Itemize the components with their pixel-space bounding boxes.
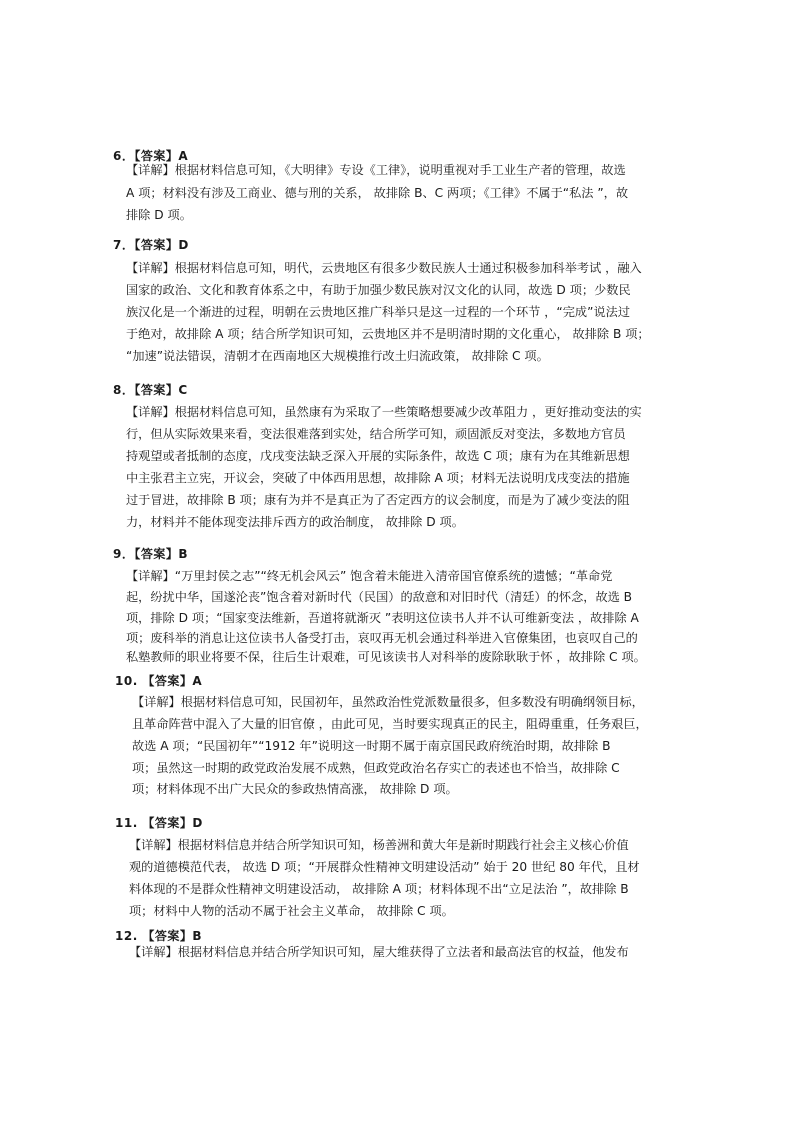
explanation-line: 项；材料体现不出广大民众的参政热情高涨， 故排除 D 项。 <box>132 782 458 796</box>
explanation-line: 过于冒进，故排除 B 项；康有为并不是真正为了否定西方的议会制度，而是为了减少变法的阻 <box>126 493 630 507</box>
answer-heading: 12. 【答案】B <box>115 929 203 943</box>
explanation-line: 【详解】根据材料信息并结合所学知识可知，杨善洲和黄大年是新时期践行社会主义核心价值 <box>129 838 629 852</box>
explanation-line: 行，但从实际效果来看，变法很难落到实处，结合所学可知，顽固派反对变法，多数地方官员 <box>126 427 626 441</box>
explanation-line: 私塾教师的职业将要不保，往后生计艰难，可见该读书人对科举的废除耿耿于怀 ，故排除 C 项。 <box>126 650 646 664</box>
explanation-line: 国家的政治、文化和教育体系之中，有助于加强少数民族对汉文化的认同，故选 D 项；少数民 <box>126 283 631 297</box>
explanation-line: 料体现的不是群众性精神文明建设活动， 故排除 A 项；材料体现不出“立足法治 ”，故排除 B <box>129 882 629 896</box>
explanation-line: 项；虽然这一时期的政党政治发展不成熟，但政党政治名存实亡的表述也不恰当，故排除 C <box>132 761 620 775</box>
explanation-line: 族汉化是一个渐进的过程，明朝在云贵地区推广科举只是这一过程的一个环节 ，“完成”说法过 <box>126 305 631 319</box>
explanation-line: 且革命阵营中混入了大量的旧官僚 ，由此可见，当时要实现真正的民主，阻碍重重，任务艰巨， <box>132 717 648 731</box>
explanation-line: 故选 A 项；“民国初年”“1912 年”说明这一时期不属于南京国民政府统治时期，故排除 B <box>132 739 611 753</box>
explanation-line: 持观望或者抵制的态度，戊戌变法缺乏深入开展的实际条件，故选 C 项；康有为在其维新思想 <box>126 449 630 463</box>
explanation-line: 排除 D 项。 <box>126 208 192 222</box>
answer-heading: 10. 【答案】A <box>115 674 203 688</box>
explanation-line: A 项；材料没有涉及工商业、德与刑的关系， 故排除 B、C 两项；《工律》不属于“私法 ”，故 <box>126 186 629 200</box>
explanation-line: 【详解】根据材料信息可知，民国初年，虽然政治性党派数量很多，但多数没有明确纲领目标， <box>132 695 644 709</box>
explanation-line: 于绝对，故排除 A 项；结合所学知识可知，云贵地区并不是明清时期的文化重心， 故排除 B 项； <box>126 327 650 341</box>
explanation-line: 【详解】根据材料信息可知，明代，云贵地区有很多少数民族人士通过积极参加科举考试 ，融入 <box>126 261 642 275</box>
answer-heading: 9．【答案】B <box>113 547 188 561</box>
explanation-line: “加速”说法错误，清朝才在西南地区大规模推行改土归流政策， 故排除 C 项。 <box>126 349 549 363</box>
answer-heading: 11. 【答案】D <box>115 816 203 830</box>
explanation-line: 【详解】“万里封侯之志”“终无机会风云” 饱含着未能进入清帝国官僚系统的遗憾；“革命党 <box>126 569 613 583</box>
explanation-line: 【详解】根据材料信息可知，虽然康有为采取了一些策略想要减少改革阻力 ，更好推动变法的实 <box>126 405 642 419</box>
explanation-line: 【详解】根据材料信息并结合所学知识可知，屋大维获得了立法者和最高法官的权益，他发布 <box>129 945 629 959</box>
explanation-line: 中主张君主立宪，开议会，突破了中体西用思想，故排除 A 项；材料无法说明戊戌变法的措施 <box>126 471 630 485</box>
explanation-line: 力，材料并不能体现变法排斥西方的政治制度， 故排除 D 项。 <box>126 515 464 529</box>
answer-heading: 7．【答案】D <box>113 238 189 252</box>
explanation-line: 项；废科举的消息让这位读书人备受打击，哀叹再无机会通过科举进入官僚集团，也哀叹自己的 <box>126 631 638 645</box>
explanation-line: 项，排除 D 项；“国家变法维新，吾道将就渐灭 ”表明这位读书人并不认可维新变法 ，故排除 A <box>126 611 639 625</box>
answer-heading: 6．【答案】A <box>113 149 189 163</box>
explanation-line: 【详解】根据材料信息可知，《大明律》专设《工律》，说明重视对手工业生产者的管理，故选 <box>126 163 626 177</box>
answer-heading: 8．【答案】C <box>113 383 188 397</box>
explanation-line: 项；材料中人物的活动不属于社会主义革命， 故排除 C 项。 <box>129 904 454 918</box>
explanation-line: 观的道德模范代表， 故选 D 项；“开展群众性精神文明建设活动” 始于 20 世纪 80 年代，且材 <box>129 860 640 874</box>
explanation-line: 起，纷扰中华，国遂沦丧”饱含着对新时代（民国）的敌意和对旧时代（清廷）的怀念，故选 B <box>126 590 633 604</box>
